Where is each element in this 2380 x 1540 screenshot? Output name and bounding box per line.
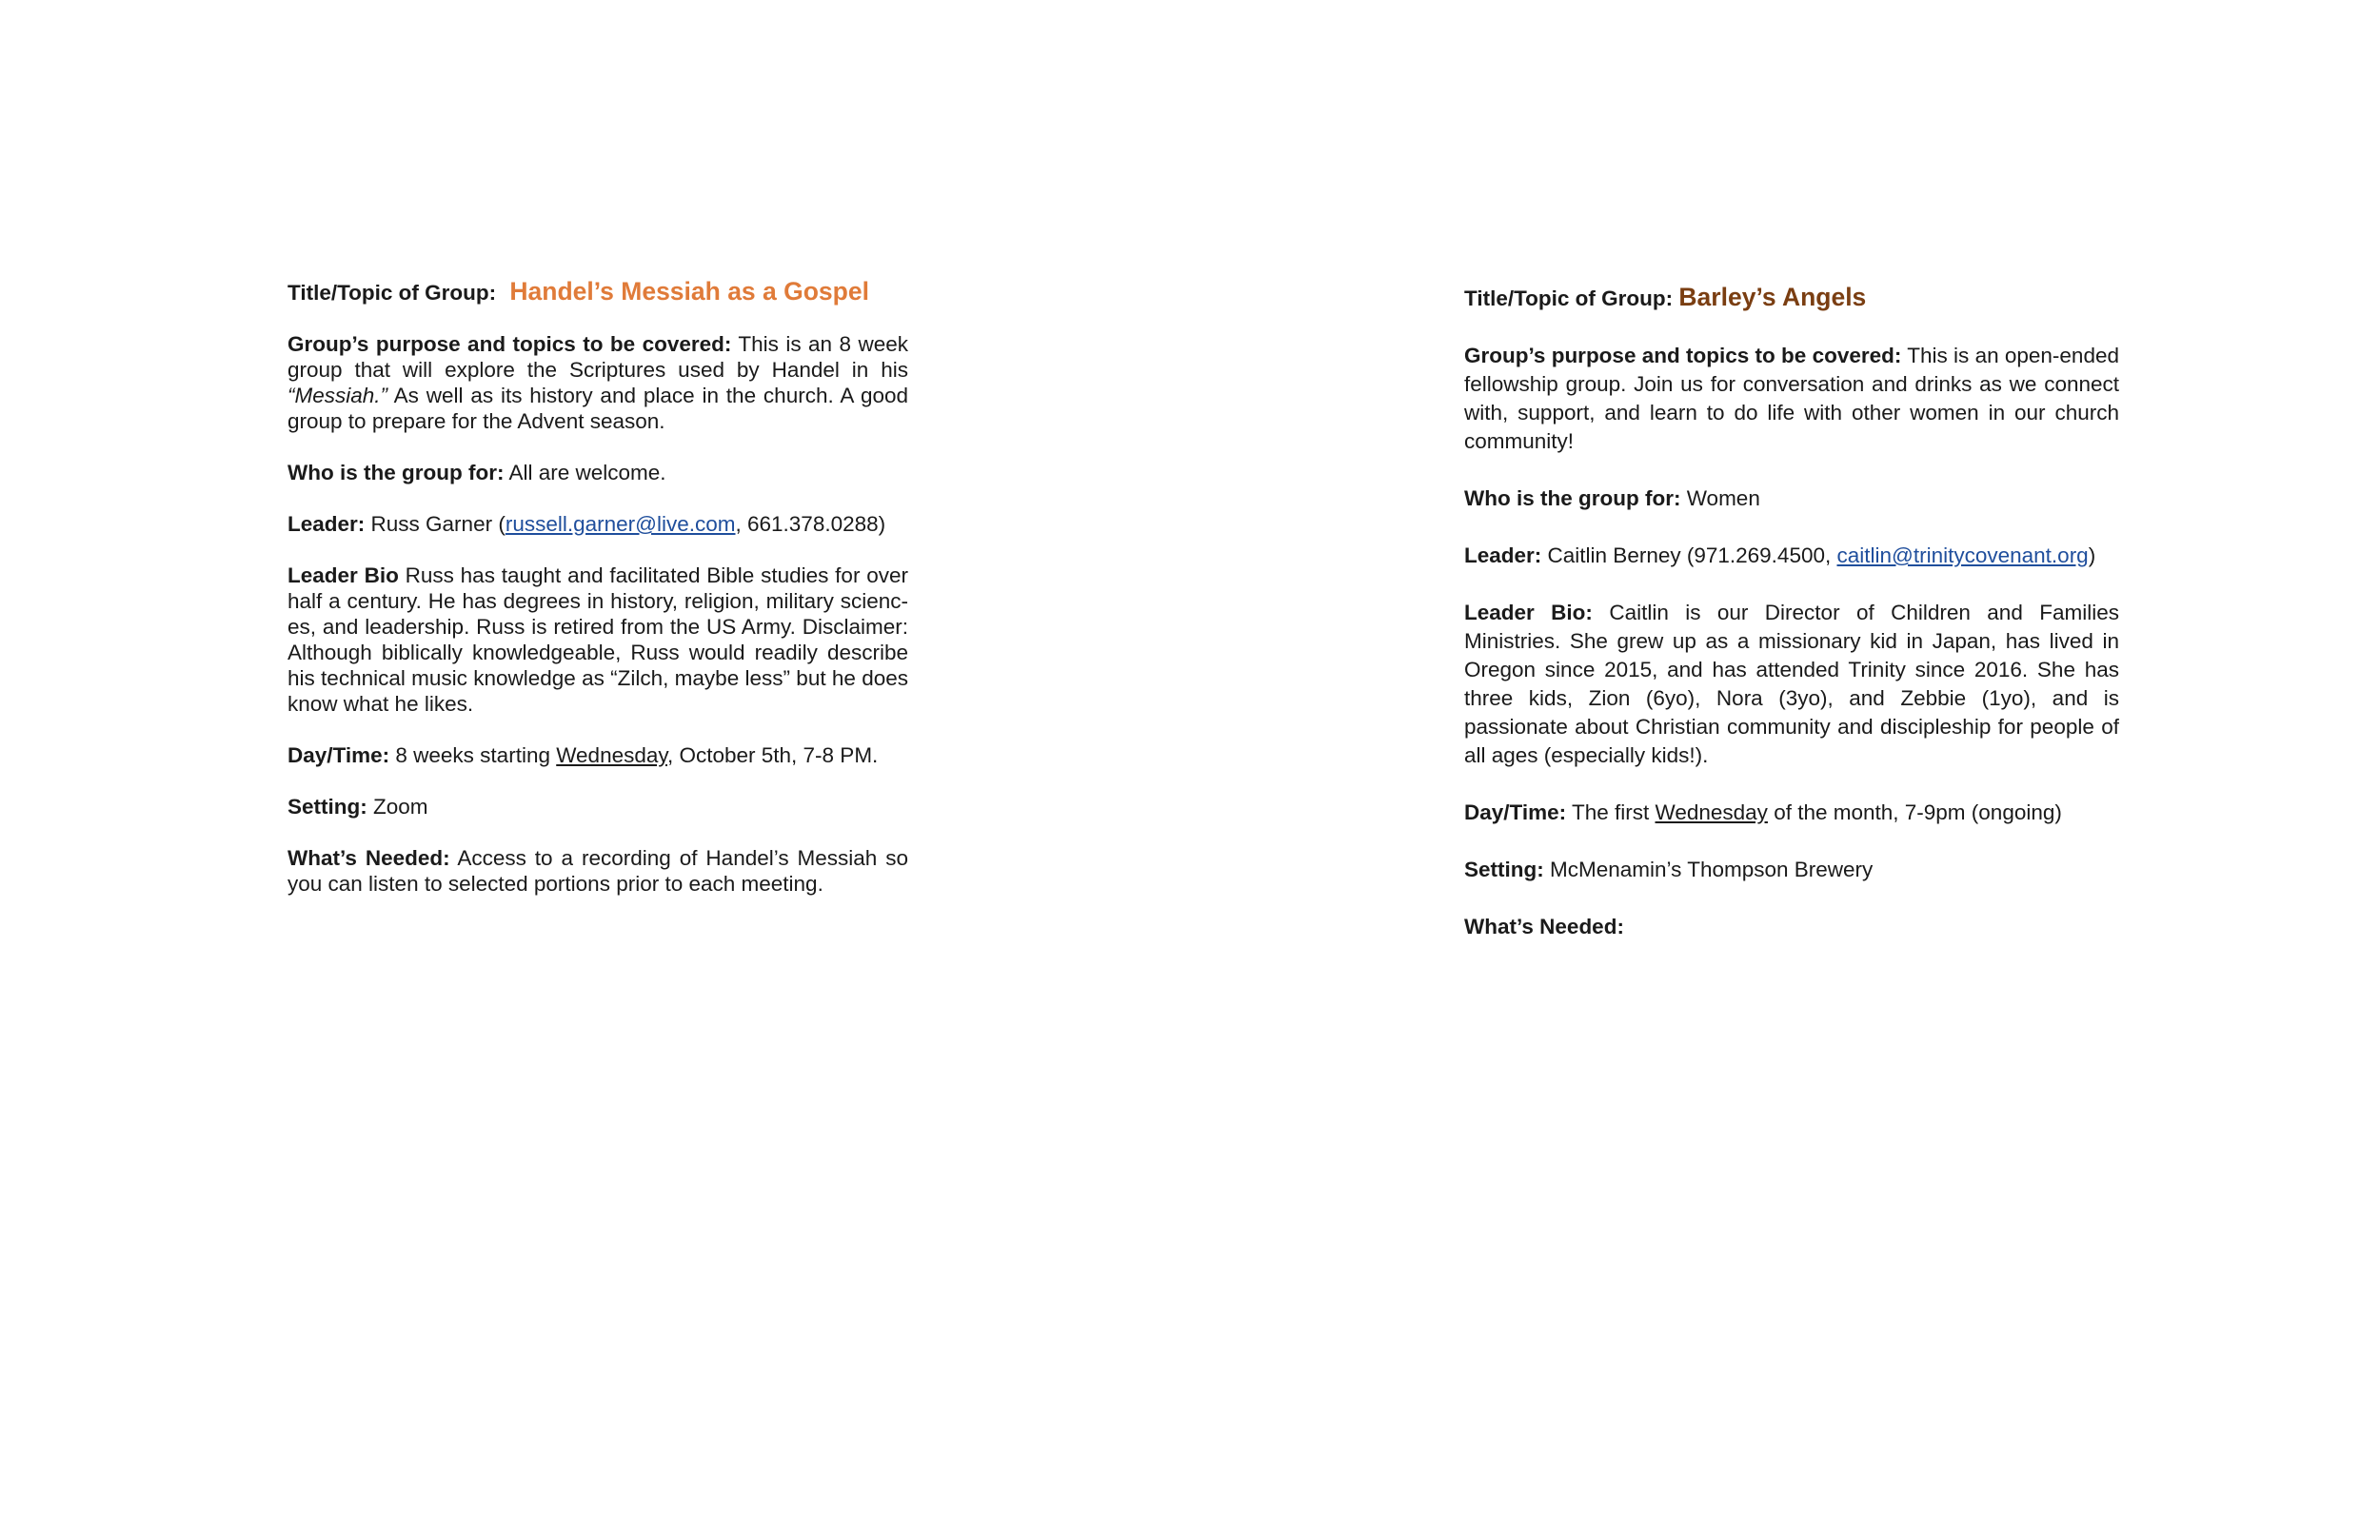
- left-group-listing: [288, 279, 908, 897]
- right-who-paragraph: [1464, 484, 2119, 513]
- left-setting-text: Zoom: [367, 795, 428, 819]
- right-who-text: Women: [1680, 486, 1760, 510]
- left-bio-paragraph: [288, 563, 908, 717]
- right-purpose-label: Group’s purpose and topics to be covered:: [1464, 344, 1902, 367]
- right-purpose-paragraph: [1464, 342, 2119, 456]
- left-needed-paragraph: [288, 845, 908, 897]
- left-daytime-underlined: Wednesday: [556, 743, 667, 767]
- left-daytime-label: Day/Time:: [288, 743, 390, 767]
- left-title-value: Handel’s Messiah as a Gospel: [509, 277, 869, 306]
- left-title-row: [288, 279, 908, 306]
- right-title-value: Barley’s Angels: [1678, 283, 1867, 311]
- left-who-label: Who is the group for:: [288, 461, 505, 484]
- left-leader-email-link[interactable]: russell.garner@live.com: [505, 512, 736, 536]
- left-purpose-label: Group’s purpose and topics to be covered:: [288, 332, 732, 356]
- left-daytime-text-2: , October 5th, 7-8 PM.: [666, 743, 879, 767]
- left-bio-text: Russ has taught and facilitated Bible studies for over half a century. He has degrees in history, religion, military scienc-es, and leadership. Russ is retired from the US Army. Disclaimer: Although biblically knowledgeable, Russ would readily describe his technical music knowledge as “Zilch, maybe less” but he does know what he likes.: [288, 563, 908, 716]
- right-daytime-underlined: Wednesday: [1655, 800, 1768, 824]
- left-daytime-text-1: 8 weeks starting: [389, 743, 557, 767]
- right-title-row: [1464, 283, 2119, 313]
- left-who-text: All are welcome.: [504, 461, 666, 484]
- left-purpose-italic: “Messiah.”: [288, 384, 388, 407]
- right-setting-label: Setting:: [1464, 858, 1544, 881]
- left-leader-paragraph: [288, 511, 908, 537]
- left-purpose-paragraph: [288, 331, 908, 434]
- left-title-label: Title/Topic of Group:: [288, 281, 497, 305]
- right-bio-text: Caitlin is our Director of Children and Families Ministries. She grew up as a missionary kid in Japan, has lived in Oregon since 2015, and has attended Trinity since 2016. She has three kids, Zion (6yo), Nora (3yo), and Zebbie (1yo), and is passionate about Christian community and discipleship for people of all ages (especially kids!).: [1464, 601, 2119, 767]
- left-needed-label: What’s Needed:: [288, 846, 450, 870]
- right-leader-email-link[interactable]: caitlin@trinitycovenant.org: [1836, 543, 2089, 567]
- right-bio-paragraph: [1464, 599, 2119, 770]
- right-leader-label: Leader:: [1464, 543, 1542, 567]
- left-purpose-text-2: As well as its history and place in the church. A good group to prepare for the Advent season.: [288, 384, 908, 433]
- left-leader-label: Leader:: [288, 512, 366, 536]
- left-daytime-paragraph: [288, 742, 908, 768]
- right-bio-label: Leader Bio:: [1464, 601, 1593, 624]
- right-daytime-label: Day/Time:: [1464, 800, 1567, 824]
- right-setting-text: McMenamin’s Thompson Brewery: [1543, 858, 1874, 881]
- right-leader-text-1: Caitlin Berney (971.269.4500,: [1541, 543, 1837, 567]
- left-leader-text-2: , 661.378.0288): [735, 512, 886, 536]
- right-setting-paragraph: [1464, 856, 2119, 884]
- right-group-listing: [1464, 283, 2119, 941]
- left-who-paragraph: [288, 460, 908, 485]
- right-who-label: Who is the group for:: [1464, 486, 1681, 510]
- left-bio-label: Leader Bio: [288, 563, 399, 587]
- right-leader-paragraph: [1464, 542, 2119, 570]
- right-leader-text-2: ): [2088, 543, 2096, 567]
- right-daytime-paragraph: [1464, 799, 2119, 827]
- left-needed-text: Access to a recording of Handel’s Messiah so you can listen to selected portions prior to each meeting.: [288, 846, 909, 896]
- right-purpose-text: This is an open-ended fellowship group. Join us for conversation and drinks as we connect with, support, and learn to do life with other women in our church community!: [1464, 344, 2119, 453]
- left-setting-paragraph: [288, 794, 908, 819]
- left-purpose-text-1: This is an 8 week group that will explore the Scriptures used by Handel in his: [288, 332, 908, 382]
- right-title-label: Title/Topic of Group:: [1464, 286, 1674, 310]
- right-daytime-text-1: The first: [1566, 800, 1656, 824]
- right-needed-label: What’s Needed:: [1464, 915, 1624, 938]
- left-setting-label: Setting:: [288, 795, 367, 819]
- left-leader-text-1: Russ Garner (: [365, 512, 506, 536]
- right-daytime-text-2: of the month, 7-9pm (ongoing): [1767, 800, 2062, 824]
- right-needed-paragraph: [1464, 913, 2119, 941]
